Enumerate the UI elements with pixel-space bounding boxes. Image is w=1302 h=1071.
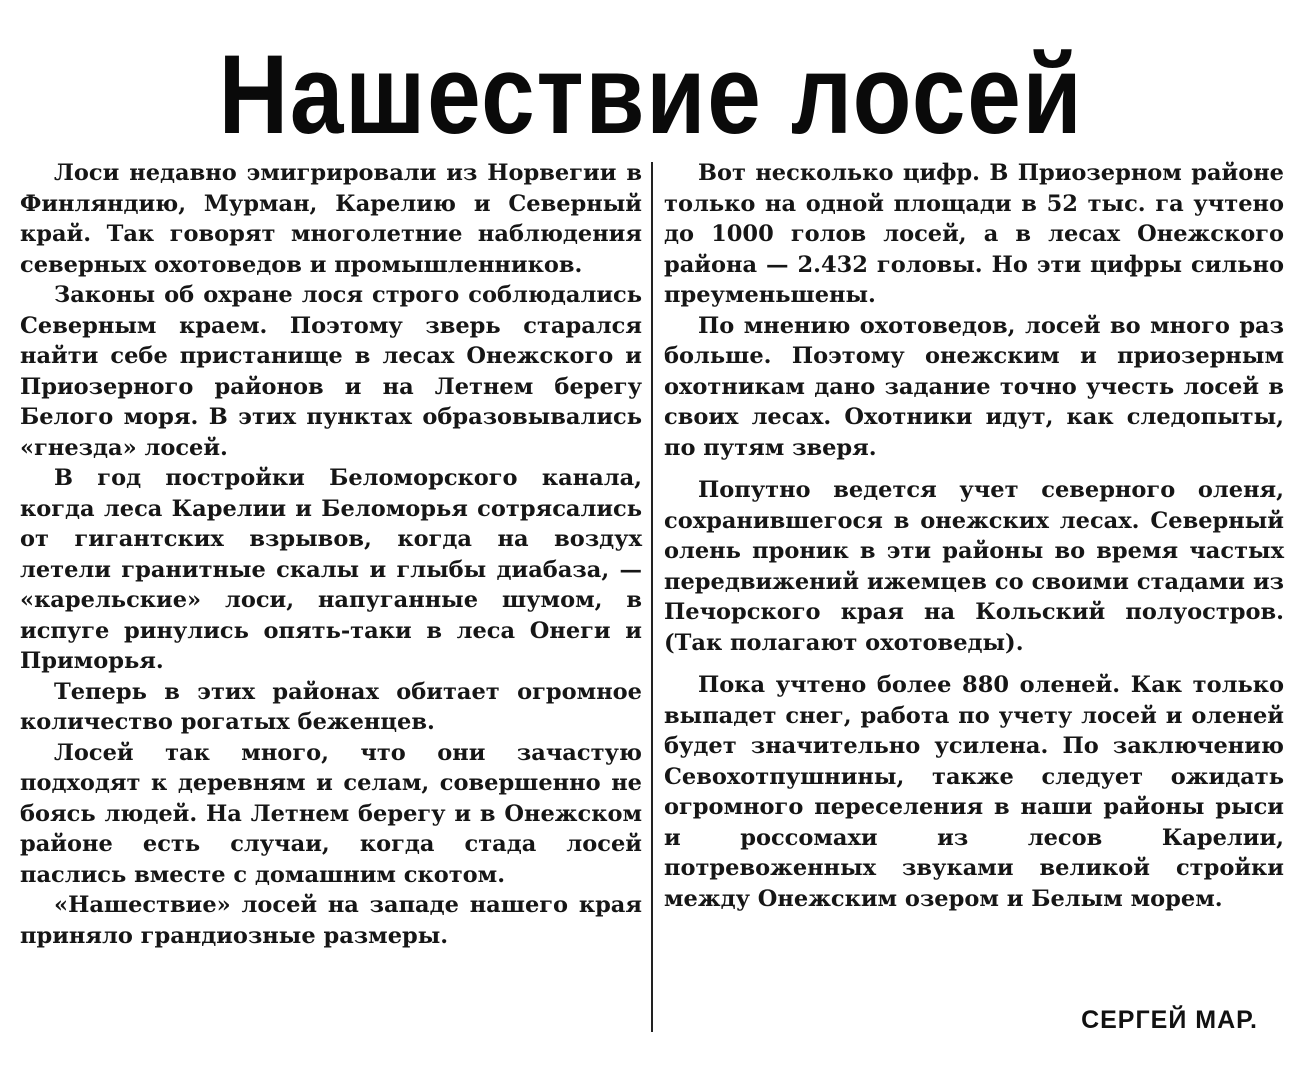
- author-signature: СЕРГЕЙ МАР.: [1081, 1006, 1258, 1034]
- paragraph-right-4: Пока учтено более 880 оленей. Как только выпадет снег, работа по учету лосей и оленей будет значительно усилена. По заключению Севохотпушнины, также следует ожидать огромного переселения в наши районы рыси и россомахи из лесов Карелии, потревоженных звуками великой стройки между Онежским озером и Белым морем.: [664, 672, 1284, 912]
- paragraph-right-2: По мнению охотоведов, лосей во много раз больше. Поэтому онежским и приозерным охотникам дано задание точно учесть лосей в своих лесах. Охотники идут, как следопыты, по путям зверя.: [664, 312, 1284, 461]
- left-column: [20, 158, 642, 951]
- paragraph-right-3: Попутно ведется учет северного оленя, сохранившегося в онежских лесах. Северный олень проник в эти районы во время частых передвижений ижемцев со своими стадами из Печорского края на Кольский полуостров. (Так полагают охотоведы).: [664, 477, 1284, 656]
- paragraph-left-4: Теперь в этих районах обитает огромное количество рогатых беженцев.: [20, 678, 642, 735]
- paragraph-right-1: Вот несколько цифр. В Приозерном районе только на одной площади в 52 тыс. га учтено до 1000 голов лосей, а в лесах Онежского района — 2.432 головы. Но эти цифры сильно преуменьшены.: [664, 160, 1284, 308]
- right-column: [664, 158, 1284, 914]
- paragraph-left-5: Лосей так много, что они зачастую подходят к деревням и селам, совершенно не боясь людей. На Летнем берегу и в Онежском районе есть случаи, когда стада лосей паслись вместе с домашним скотом.: [20, 739, 642, 888]
- paragraph-left-3: В год постройки Беломорского канала, когда леса Карелии и Беломорья сотрясались от гигантских взрывов, когда на воздух летели гранитные скалы и глыбы диабаза, — «карельские» лоси, напуганные шумом, в испуге ринулись опять-таки в леса Онеги и Приморья.: [20, 465, 642, 674]
- article-headline: Нашествие лосей: [218, 32, 1084, 157]
- paragraph-left-2: Законы об охране лося строго соблюдались Северным краем. Поэтому зверь старался найти себе пристанище в лесах Онежского и Приозерного районов и на Летнем берегу Белого моря. В этих пунктах образовывались «гнезда» лосей.: [20, 282, 642, 461]
- paragraph-left-6: «Нашествие» лосей на западе нашего края приняло грандиозные размеры.: [20, 892, 642, 949]
- paragraph-left-1: Лоси недавно эмигрировали из Норвегии в Финляндию, Мурман, Карелию и Северный край. Так говорят многолетние наблюдения северных охотоведов и промышленников.: [20, 160, 642, 278]
- column-divider: [651, 162, 653, 1032]
